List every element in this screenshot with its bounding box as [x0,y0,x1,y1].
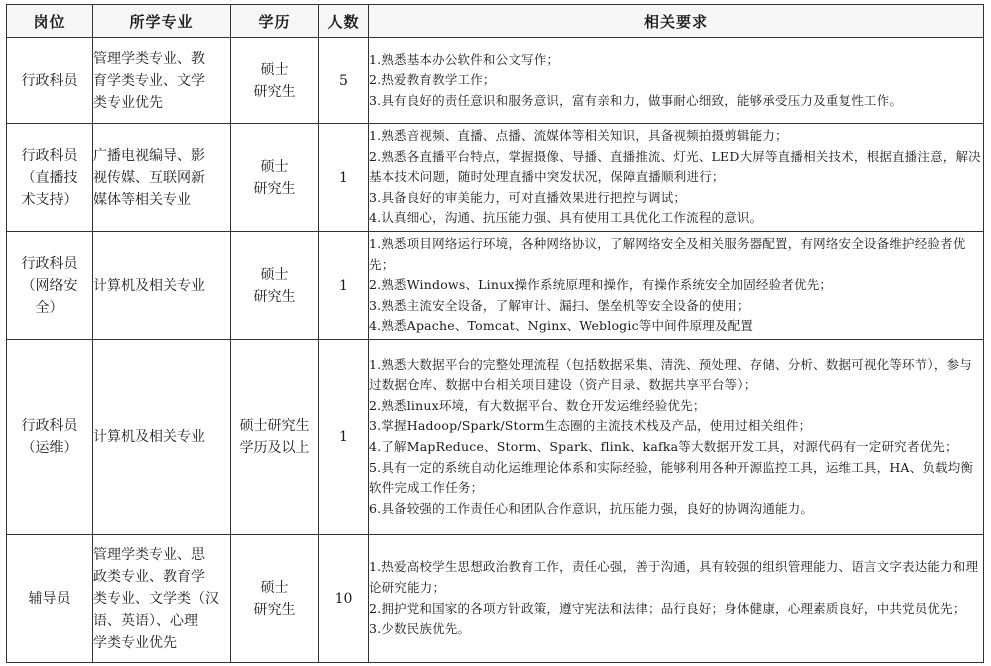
education-cell-line: 硕士 [260,158,289,175]
education-cell-line: 硕士 [260,579,289,596]
table-row [7,535,984,663]
header-education: 学历 [231,5,319,38]
header-requirements: 相关要求 [369,5,984,38]
requirement-item: 4.认真细心，沟通、抗压能力强、具有使用工具优化工作流程的意识。 [369,210,763,226]
education-cell [231,535,319,663]
major-cell-line: 广播电视编导、影 [93,147,205,164]
requirement-item: 2.拥护党和国家的各项方针政策，遵守宪法和法律；品行良好；身体健康，心理素质良好，中共党员优先； [369,600,966,616]
major-cell-line: 学类专业优先 [93,634,177,651]
header-count: 人数 [319,5,369,38]
requirement-item: 1.熟悉项目网络运行环境，各种网络协议，了解网络安全及相关服务器配置，有网络安全设备维护经验者优先； [369,236,966,272]
position-cell-line: 术支持） [21,191,78,208]
count-cell: 5 [319,38,369,124]
header-major: 所学专业 [93,5,231,38]
education-cell-line: 研究生 [253,288,296,305]
count-cell: 10 [319,535,369,663]
major-cell-line: 视传媒、互联网新 [93,169,205,186]
position-cell-line: 全） [35,299,64,316]
major-cell-line: 育学类专业、文学 [93,72,205,89]
education-cell [231,38,319,124]
requirements-cell [369,38,984,124]
requirement-item: 3.少数民族优先。 [369,621,471,637]
major-cell-line: 政类专业、教育学 [93,568,205,585]
requirement-item: 1.热爱高校学生思想政治教育工作，责任心强，善于沟通，具有较强的组织管理能力、语言文字表达能力和理论研究能力； [369,559,979,595]
major-cell-line: 语、英语）、心理 [93,612,198,629]
major-cell-line: 计算机及相关专业 [93,429,205,445]
position-cell [7,124,93,232]
count-cell: 1 [319,340,369,535]
requirement-item: 2.热爱教育教学工作； [369,72,496,88]
requirement-item: 2.熟悉linux环境，有大数据平台、数仓开发运维经验优先； [369,397,706,413]
major-cell-line: 类专业、文学类（汉 [93,590,219,607]
education-cell-line: 硕士 [260,61,289,78]
education-cell-line: 研究生 [253,180,296,197]
position-cell [7,232,93,340]
requirements-cell [369,124,984,232]
requirements-cell [369,232,984,340]
count-cell: 1 [319,124,369,232]
education-cell [231,232,319,340]
requirement-item: 5.具有一定的系统自动化运维理论体系和实际经验，能够利用各种开源监控工具，运维工具，HA、负载均衡软件完成工作任务； [369,459,974,496]
recruitment-table [6,4,984,663]
major-cell [93,340,231,535]
requirements-cell [369,340,984,535]
table-row [7,124,984,232]
education-cell-line: 研究生 [253,601,296,618]
requirement-item: 1.熟悉音视频、直播、点播、流媒体等相关知识，具备视频拍摄剪辑能力； [369,128,788,144]
education-cell [231,124,319,232]
requirement-item: 1.熟悉基本办公软件和公文写作； [369,51,560,67]
education-cell [231,340,319,535]
table-row [7,340,984,535]
position-cell-line: 行政科员 [21,147,78,164]
education-cell-line: 研究生 [253,83,296,100]
count-cell: 1 [319,232,369,340]
requirement-item: 3.具有良好的责任意识和服务意识，富有亲和力，做事耐心细致，能够承受压力及重复性工作。 [369,92,903,108]
requirement-item: 4.熟悉Apache、Tomcat、Nginx、Weblogic等中间件原理及配置 [369,318,754,334]
requirements-cell [369,535,984,663]
major-cell [93,38,231,124]
position-cell [7,340,93,535]
requirement-item: 2.熟悉Windows、Linux操作系统原理和操作，有操作系统安全加固经验者优先； [369,277,833,293]
requirement-item: 2.熟悉各直播平台特点，掌握摄像、导播、直播推流、灯光、LED大屏等直播相关技术，根据直播注意，解决基本技术问题，随时处理直播中突发状况，保障直播顺利进行； [369,148,981,185]
table-body [7,38,984,663]
position-cell-line: 行政科员 [21,255,78,272]
position-cell-line: （运维） [21,440,78,456]
position-cell-line: 行政科员 [21,418,78,434]
table-row [7,38,984,124]
requirement-item: 3.具备良好的审美能力，可对直播效果进行把控与调试； [369,189,687,205]
major-cell-line: 管理学类专业、思 [93,546,205,563]
requirement-item: 4.了解MapReduce、Storm、Spark、flink、kafka等大数据开发工具，对源代码有一定研究者优先； [369,439,958,454]
requirement-item: 6.具备较强的工作责任心和团队合作意识，抗压能力强，良好的协调沟通能力。 [369,500,814,516]
major-cell [93,232,231,340]
major-cell [93,124,231,232]
requirement-item: 1.熟悉大数据平台的完整处理流程（包括数据采集、清洗、预处理、存储、分析、数据可视化等环节），参与过数据仓库、数据中台相关项目建设（资产目录、数据共享平台等）； [369,356,972,393]
header-position: 岗位 [7,5,93,38]
position-cell-line: （直播技 [21,169,78,186]
major-cell-line: 计算机及相关专业 [93,277,205,294]
requirement-item: 3.熟悉主流安全设备，了解审计、漏扫、堡垒机等安全设备的使用； [369,297,750,313]
table-row [7,232,984,340]
position-cell-line: （网络安 [21,277,78,294]
position-cell [7,535,93,663]
education-cell-line: 硕士 [260,266,289,283]
major-cell-line: 媒体等相关专业 [93,191,191,208]
major-cell-line: 类专业优先 [93,94,163,111]
education-cell-line: 学历及以上 [239,440,310,456]
header-row [7,5,984,38]
major-cell-line: 管理学类专业、教 [93,50,205,67]
table-header [7,5,984,38]
position-cell [7,38,93,124]
education-cell-line: 硕士研究生 [239,418,310,434]
position-cell-line: 辅导员 [28,590,71,607]
major-cell [93,535,231,663]
requirement-item: 3.掌握Hadoop/Spark/Storm生态圈的主流技术栈及产品，使用过相关组件； [369,418,812,434]
position-cell-line: 行政科员 [21,72,78,89]
